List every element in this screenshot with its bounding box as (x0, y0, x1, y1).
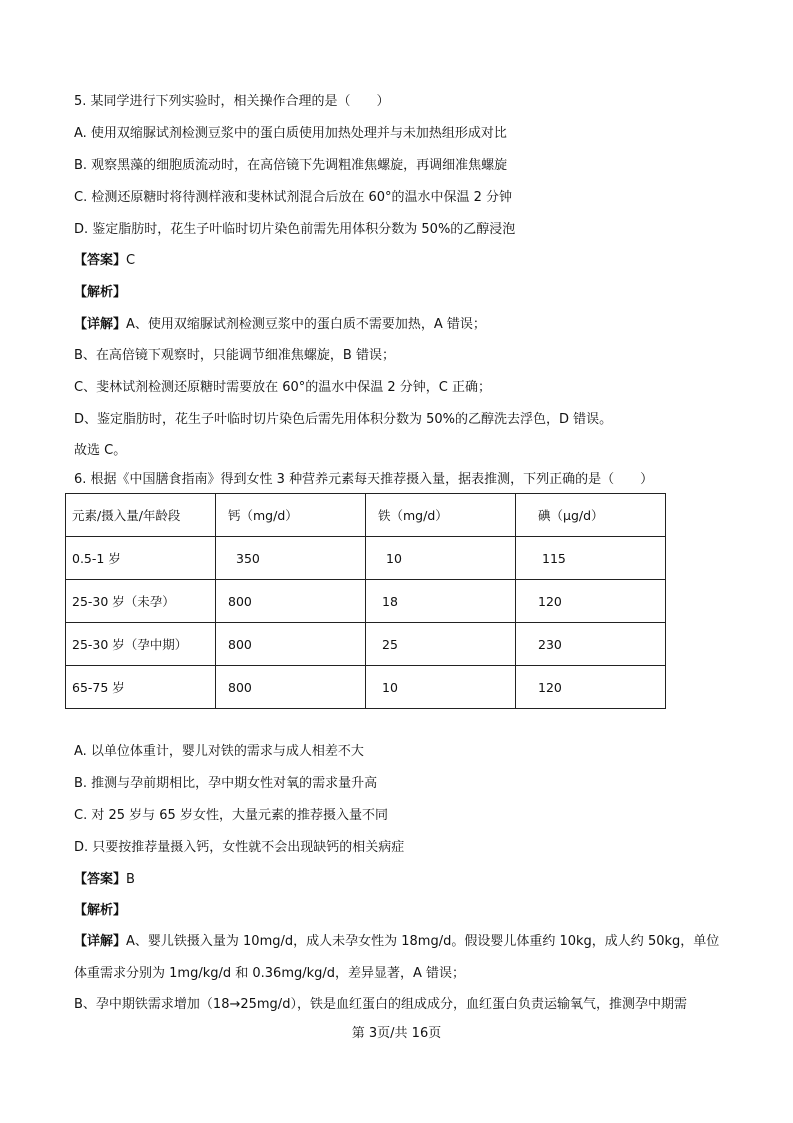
table-header-cell: 钙（mg/d） (216, 494, 366, 537)
table-cell: 115 (516, 537, 666, 580)
q5-detail-line: B、在高倍镜下观察时，只能调节细准焦螺旋，B 错误； (74, 348, 395, 363)
table-cell: 120 (516, 666, 666, 709)
q5-option-c: C. 检测还原糖时将待测样液和斐林试剂混合后放在 60°的温水中保温 2 分钟 (74, 190, 513, 205)
table-cell: 25-30 岁（孕中期） (66, 623, 216, 666)
detail-tag: 【详解】 (74, 317, 127, 332)
q5-analysis-tag: 【解析】 (74, 285, 127, 300)
q6-option-c: C. 对 25 岁与 65 岁女性，大量元素的推荐摄入量不同 (74, 808, 388, 823)
table-header-cell: 碘（μg/d） (516, 494, 666, 537)
table-row (66, 623, 666, 666)
q5-detail-line: D、鉴定脂肪时，花生子叶临时切片染色后需先用体积分数为 50%的乙醇洗去浮色，D 错误。 (74, 412, 613, 427)
q6-detail-line: 体重需求分别为 1mg/kg/d 和 0.36mg/kg/d，差异显著，A 错误； (74, 966, 466, 981)
q5-option-b: B. 观察黑藻的细胞质流动时，在高倍镜下先调粗准焦螺旋，再调细准焦螺旋 (74, 158, 508, 173)
table-header-cell: 元素/摄入量/年龄段 (66, 494, 216, 537)
detail-tag: 【详解】 (74, 934, 127, 949)
q5-detail-line: C、斐林试剂检测还原糖时需要放在 60°的温水中保温 2 分钟，C 正确； (74, 380, 491, 395)
table-cell: 10 (366, 666, 516, 709)
table-cell: 65-75 岁 (66, 666, 216, 709)
answer-tag: 【答案】 (74, 253, 127, 268)
detail-text: A、使用双缩脲试剂检测豆浆中的蛋白质不需要加热，A 错误； (126, 317, 486, 332)
table-row (66, 666, 666, 709)
q5-conclusion: 故选 C。 (74, 443, 127, 458)
nutrient-table (65, 493, 666, 709)
table-cell: 120 (516, 580, 666, 623)
q6-option-b: B. 推测与孕前期相比，孕中期女性对氧的需求量升高 (74, 776, 378, 791)
table-cell: 350 (216, 537, 366, 580)
q6-option-a: A. 以单位体重计，婴儿对铁的需求与成人相差不大 (74, 744, 364, 759)
table-cell: 800 (216, 666, 366, 709)
q6-answer (74, 870, 135, 890)
detail-text: A、婴儿铁摄入量为 10mg/d，成人未孕女性为 18mg/d。假设婴儿体重约 10kg，成人约 50kg，单位 (126, 934, 720, 949)
q5-option-d: D. 鉴定脂肪时，花生子叶临时切片染色前需先用体积分数为 50%的乙醇浸泡 (74, 222, 516, 237)
q5-answer (74, 251, 135, 271)
table-cell: 18 (366, 580, 516, 623)
q5-stem: 5. 某同学进行下列实验时，相关操作合理的是（ ） (74, 94, 390, 109)
table-cell: 800 (216, 623, 366, 666)
table-cell: 25 (366, 623, 516, 666)
q6-detail-line (74, 932, 719, 952)
table-cell: 230 (516, 623, 666, 666)
table-cell: 0.5-1 岁 (66, 537, 216, 580)
q6-stem: 6. 根据《中国膳食指南》得到女性 3 种营养元素每天推荐摄入量，据表推测，下列正确的是（ ） (74, 472, 654, 487)
table-row (66, 537, 666, 580)
q6-analysis-tag: 【解析】 (74, 903, 127, 918)
table-cell: 800 (216, 580, 366, 623)
table-header-row (66, 494, 666, 537)
q5-option-a: A. 使用双缩脲试剂检测豆浆中的蛋白质使用加热处理并与未加热组形成对比 (74, 126, 507, 141)
q6-detail-line: B、孕中期铁需求增加（18→25mg/d），铁是血红蛋白的组成成分，血红蛋白负责运输氧气，推测孕中期需 (74, 997, 687, 1012)
table-cell: 10 (366, 537, 516, 580)
answer-value: C (126, 253, 136, 268)
q6-option-d: D. 只要按推荐量摄入钙，女性就不会出现缺钙的相关病症 (74, 840, 405, 855)
table-header-cell: 铁（mg/d） (366, 494, 516, 537)
page-number: 第 3页/共 16页 (351, 1026, 442, 1041)
answer-value: B (126, 872, 135, 887)
table-row (66, 580, 666, 623)
answer-tag: 【答案】 (74, 872, 127, 887)
table-cell: 25-30 岁（未孕） (66, 580, 216, 623)
q5-detail-line (74, 315, 486, 335)
